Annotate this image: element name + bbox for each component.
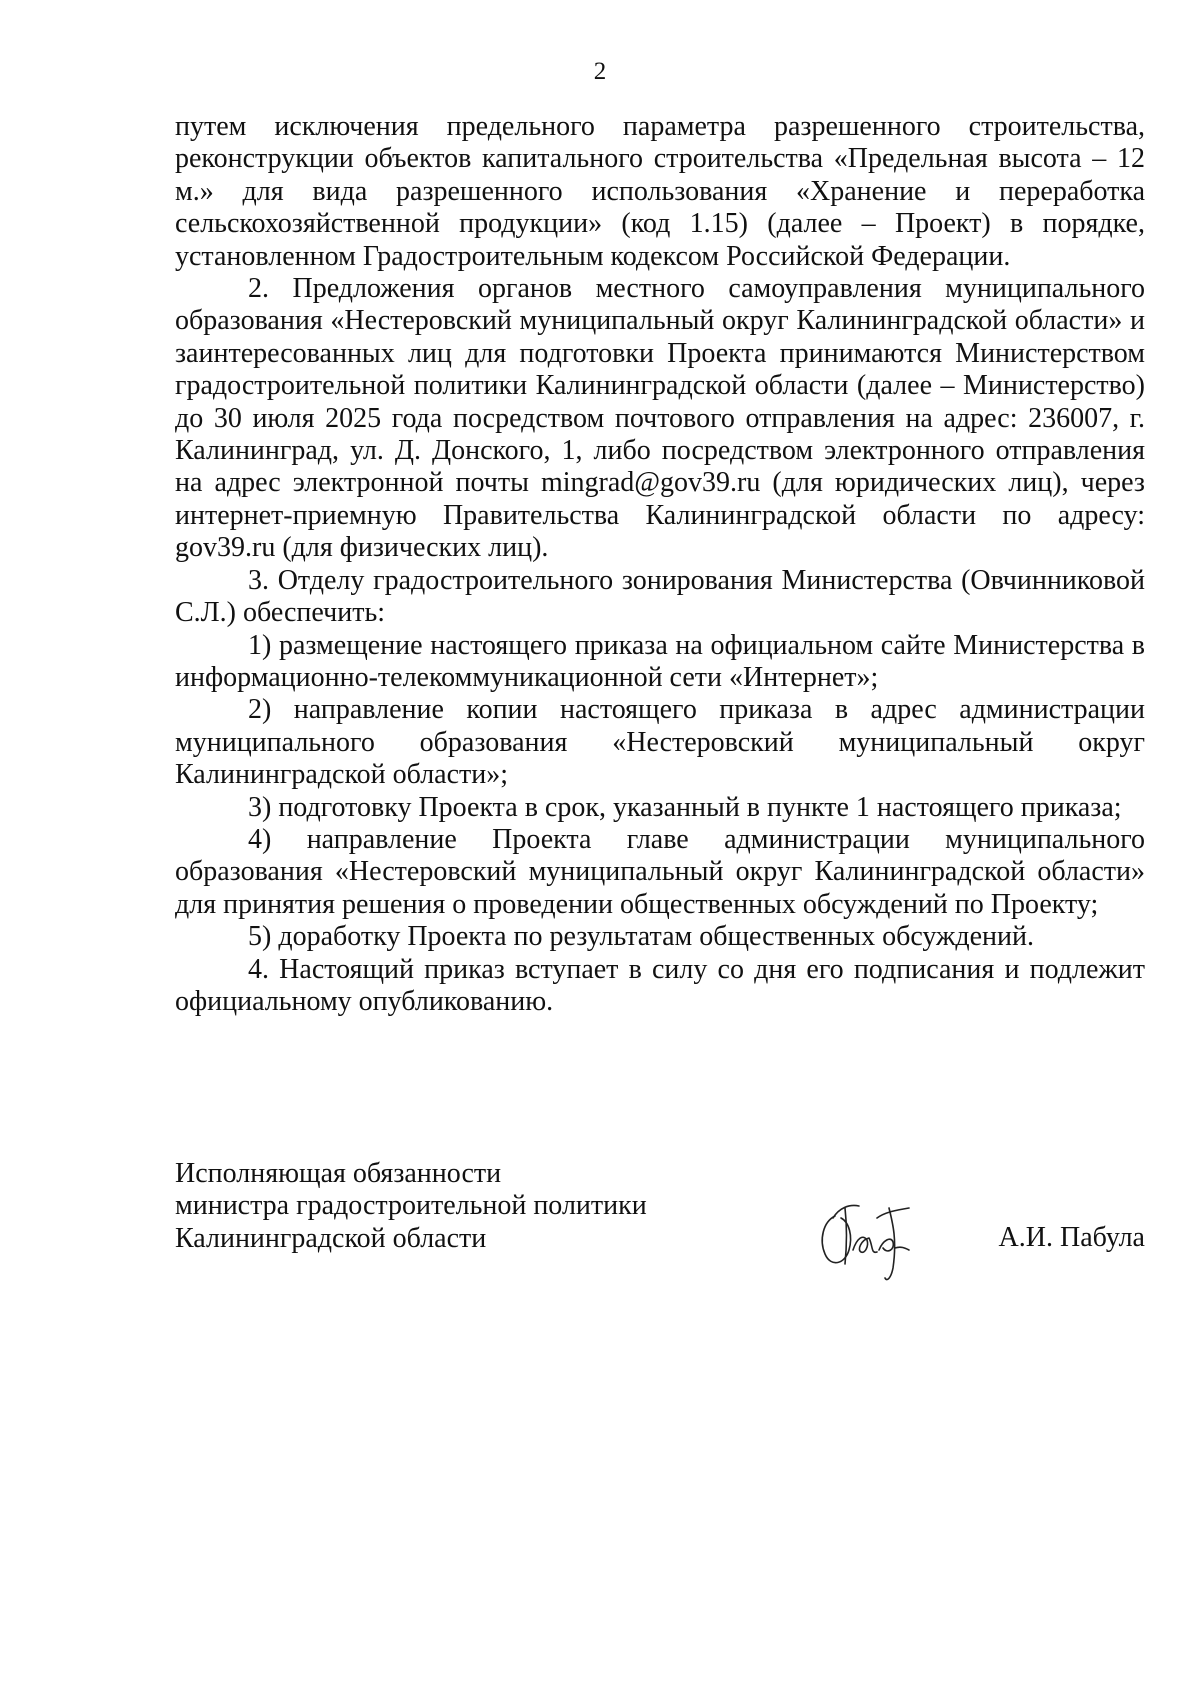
signer-name: А.И. Пабула [998, 1222, 1145, 1253]
paragraph-continuation: путем исключения предельного параметра разрешенного строительства, реконструкции объектов капитального строительства «Предельная высота – 12 м.» для вида разрешенного использования «Хранение и переработка сельскохозяйственной продукции» (код 1.15) (далее – Проект) в порядке, установленном Градостроительным кодексом Российской Федерации. [175, 111, 1145, 272]
signature-block [175, 1158, 1145, 1268]
handwritten-signature-icon [805, 1178, 925, 1298]
signer-title-line: Исполняющая обязанности [175, 1158, 502, 1189]
signer-title-line: Калининградской области [175, 1222, 487, 1254]
subitem-5: 5) доработку Проекта по результатам общественных обсуждений. [248, 921, 1034, 953]
paragraph-item-3: 3. Отделу градостроительного зонирования Министерства (Овчинниковой С.Л.) обеспечить: [175, 564, 1145, 629]
paragraph-item-4: 4. Настоящий приказ вступает в силу со дня его подписания и подлежит официальному опубликованию. [175, 953, 1145, 1017]
subitem-3: 3) подготовку Проекта в срок, указанный в пункте 1 настоящего приказа; [248, 791, 1122, 823]
page-number: 2 [593, 58, 607, 85]
subitem-2: 2) направление копии настоящего приказа в адрес администрации муниципального образования «Нестеровский муниципальный округ Калининградской области»; [175, 694, 1145, 791]
signer-title-line: министра градостроительной политики [175, 1190, 647, 1222]
paragraph-item-2: 2. Предложения органов местного самоуправления муниципального образования «Нестеровский муниципальный округ Калининградской области» и заинтересованных лиц для подготовки Проекта принимаются Министерством градостроительной политики Калининградской области (далее – Министерство) до 30 июля 2025 года посредством почтового отправления на адрес: 236007, г. Калининград, ул. Д. Донского, 1, либо посредством электронного отправления на адрес электронной почты mingrad@gov39.ru (для юридических лиц), через интернет-приемную Правительства Калининградской области по адресу: gov39.ru (для физических лиц). [175, 273, 1145, 564]
document-body [175, 111, 1145, 1018]
subitem-4: 4) направление Проекта главе администрации муниципального образования «Нестеровский муниципальный округ Калининградской области» для принятия решения о проведении общественных обсуждений по Проекту; [175, 823, 1145, 920]
subitem-1: 1) размещение настоящего приказа на официальном сайте Министерства в информационно-телекоммуникационной сети «Интернет»; [175, 629, 1145, 693]
